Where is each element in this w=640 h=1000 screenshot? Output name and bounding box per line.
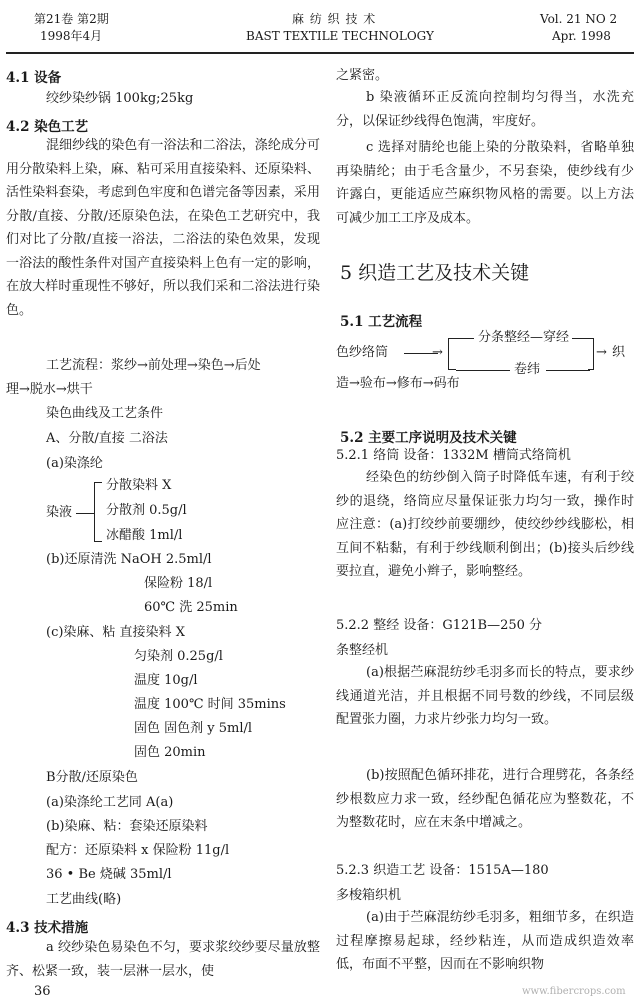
dye-curve-title: 染色曲线及工艺条件 xyxy=(46,406,164,421)
dye-row-acetic-acid: 冰醋酸 1ml/l xyxy=(106,528,183,543)
dye-liquor-label: 染液 xyxy=(46,505,73,520)
step-c-temperature-time: 温度 100℃ 时间 35mins xyxy=(134,697,286,712)
method-b-heading: B分散/还原染色 xyxy=(46,770,138,785)
method-b-caustic-soda: 36 • Be 烧碱 35ml/l xyxy=(46,867,172,882)
header-rule xyxy=(6,52,634,54)
weaving-para-a: (a)由于苎麻混纺纱毛羽多，粗细节多，在织造过程摩擦易起球，经纱粘连，从而造成织造效率低，布面不平整，因而在不影响织物 xyxy=(336,910,634,972)
flow-bottom-lead xyxy=(456,370,510,371)
step-c-fixing-time: 固色 20min xyxy=(134,745,206,760)
section-5-2-3-machine: 多梭箱织机 xyxy=(336,888,402,903)
journal-date-left: 1998年4月 xyxy=(40,29,103,43)
flow-line-2: 造→验布→修布→码布 xyxy=(336,376,460,391)
flow-top-lead xyxy=(456,338,474,339)
step-c-leveling-agent: 匀染剂 0.25g/l xyxy=(134,649,223,664)
section-5-2-1-head: 5.2.1 络筒 设备：1332M 槽筒式络筒机 xyxy=(336,448,571,463)
flow-node-winding: 色纱络筒 xyxy=(336,345,389,360)
flow-branch-brace xyxy=(448,338,456,370)
process-flow-line2: 理→脱水→烘干 xyxy=(6,382,93,397)
method-b-step-b: (b)染麻、粘：套染还原染料 xyxy=(46,819,208,834)
winding-paragraph: 经染色的纺纱倒入筒子时降低车速，有利于绞纱的退绕，络筒应尽量保证张力均匀一致，操作时应注意：(a)打绞纱前要绷纱，使绞纱纱线膨松，相互间不粘黏，有利于纱线顺利倒出；(b)接头后纱线要拉直，避免小辫子，影响整经。 xyxy=(336,470,634,579)
journal-volume-left: 第21卷 第2期 xyxy=(34,12,109,26)
flow-bottom-tail xyxy=(546,370,590,371)
technical-measures-paragraph: a 绞纱染色易染色不匀，要求浆绞纱要尽量放整齐、松紧一致，装一层淋一层水，使 xyxy=(6,940,320,979)
dye-row-dispersant: 分散剂 0.5g/l xyxy=(106,503,187,518)
source-watermark: www.fibercrops.com xyxy=(522,986,626,997)
equipment-line: 绞纱染纱锅 100kg;25kg xyxy=(46,91,194,106)
step-c-temperature: 温度 10g/l xyxy=(134,673,198,688)
journal-volume-right: Vol. 21 NO 2 xyxy=(540,12,618,26)
method-b-recipe: 配方：还原染料 x 保险粉 11g/l xyxy=(46,843,230,858)
journal-date-right: Apr. 1998 xyxy=(552,29,611,43)
section-4-1-title: 4.1 设备 xyxy=(6,70,62,86)
dye-liquor-connector xyxy=(76,513,94,514)
journal-title-cn: 麻 纺 织 技 术 xyxy=(292,12,377,26)
section-5-1-title: 5.1 工艺流程 xyxy=(340,314,423,330)
method-a-heading: A、分散/直接 二浴法 xyxy=(46,431,168,446)
flow-node-warping: 分条整经—穿经 xyxy=(478,330,570,345)
section-5-2-2-head: 5.2.2 整经 设备：G121B—250 分 xyxy=(336,618,543,633)
dye-liquor-brace xyxy=(94,482,102,542)
flow-node-weaving: 织 xyxy=(612,345,626,360)
continued-text: 之紧密。 xyxy=(336,68,389,83)
flow-merge-brace xyxy=(588,338,594,370)
section-4-3-title: 4.3 技术措施 xyxy=(6,920,89,936)
step-b-reduction-clearing: (b)还原清洗 NaOH 2.5ml/l xyxy=(46,552,212,567)
dye-row-disperse-dye: 分散染料 X xyxy=(106,478,172,493)
measure-c-paragraph: c 选择对腈纶也能上染的分散染料，省略单独再染腈纶；由于毛含量少，不另套染，使纱线有少许露白，更能适应苎麻织物风格的需要。以上方法可减少加工工序及成本。 xyxy=(336,140,634,226)
step-b-wash: 60℃ 洗 25min xyxy=(144,600,238,615)
dyeing-process-paragraph: 混细纱线的染色有一浴法和二浴法，涤纶成分可用分散染料上染，麻、粘可采用直接染料、还原染料、活性染料套染，考虑到色牢度和色谱完备等因素，采用分散/直接、分散/还原染色法，在染色工艺研究中，我们对比了分散/直接一浴法，二浴法的染色效果，发现一浴法的酸性条件对国产直接染料上色有一定的影响，在放大样时重现性不够好，所以我们采和二浴法进行染色。 xyxy=(6,138,320,318)
step-a-polyester: (a)染涤纶 xyxy=(46,456,103,471)
section-5-2-2-machine: 条整经机 xyxy=(336,643,389,658)
section-4-2-title: 4.2 染色工艺 xyxy=(6,119,89,135)
section-5-2-3-head: 5.2.3 织造工艺 设备：1515A—180 xyxy=(336,863,549,878)
section-5-2-title: 5.2 主要工序说明及技术关键 xyxy=(340,430,517,446)
method-b-step-a: (a)染涤纶工艺同 A(a) xyxy=(46,795,174,810)
warping-para-b: (b)按照配色循环排花，进行合理劈花，各条经纱根数应力求一致，经纱配色循花应为整数花，不为整数花时，应在末条中增减之。 xyxy=(336,768,634,830)
process-curve-omitted: 工艺曲线(略) xyxy=(46,892,122,907)
step-b-hydrosulfite: 保险粉 18/l xyxy=(144,576,213,591)
flow-node-pirn-winding: 卷纬 xyxy=(514,362,541,377)
warping-para-a: (a)根据苎麻混纺纱毛羽多而长的特点，要求纱线通道光洁，并且根据不同号数的纱线，不同层级配置张力圈，力求片纱张力均匀一致。 xyxy=(336,665,634,727)
section-5-title: 5 织造工艺及技术关键 xyxy=(340,262,530,284)
flow-merge-arrow: → xyxy=(596,345,607,360)
journal-title-en: BAST TEXTILE TECHNOLOGY xyxy=(246,29,434,43)
flow-arrowhead: → xyxy=(432,345,443,360)
process-flow-line1: 工艺流程：浆纱→前处理→染色→后处 xyxy=(46,358,261,373)
step-c-direct-dye: (c)染麻、粘 直接染料 X xyxy=(46,625,185,640)
page-number: 36 xyxy=(34,984,51,999)
measure-b-paragraph: b 染液循环正反流向控制均匀得当，水洗充分，以保证纱线得色饱满，牢度好。 xyxy=(336,90,634,129)
step-c-fixing-agent: 固色 固色剂 y 5ml/l xyxy=(134,721,253,736)
